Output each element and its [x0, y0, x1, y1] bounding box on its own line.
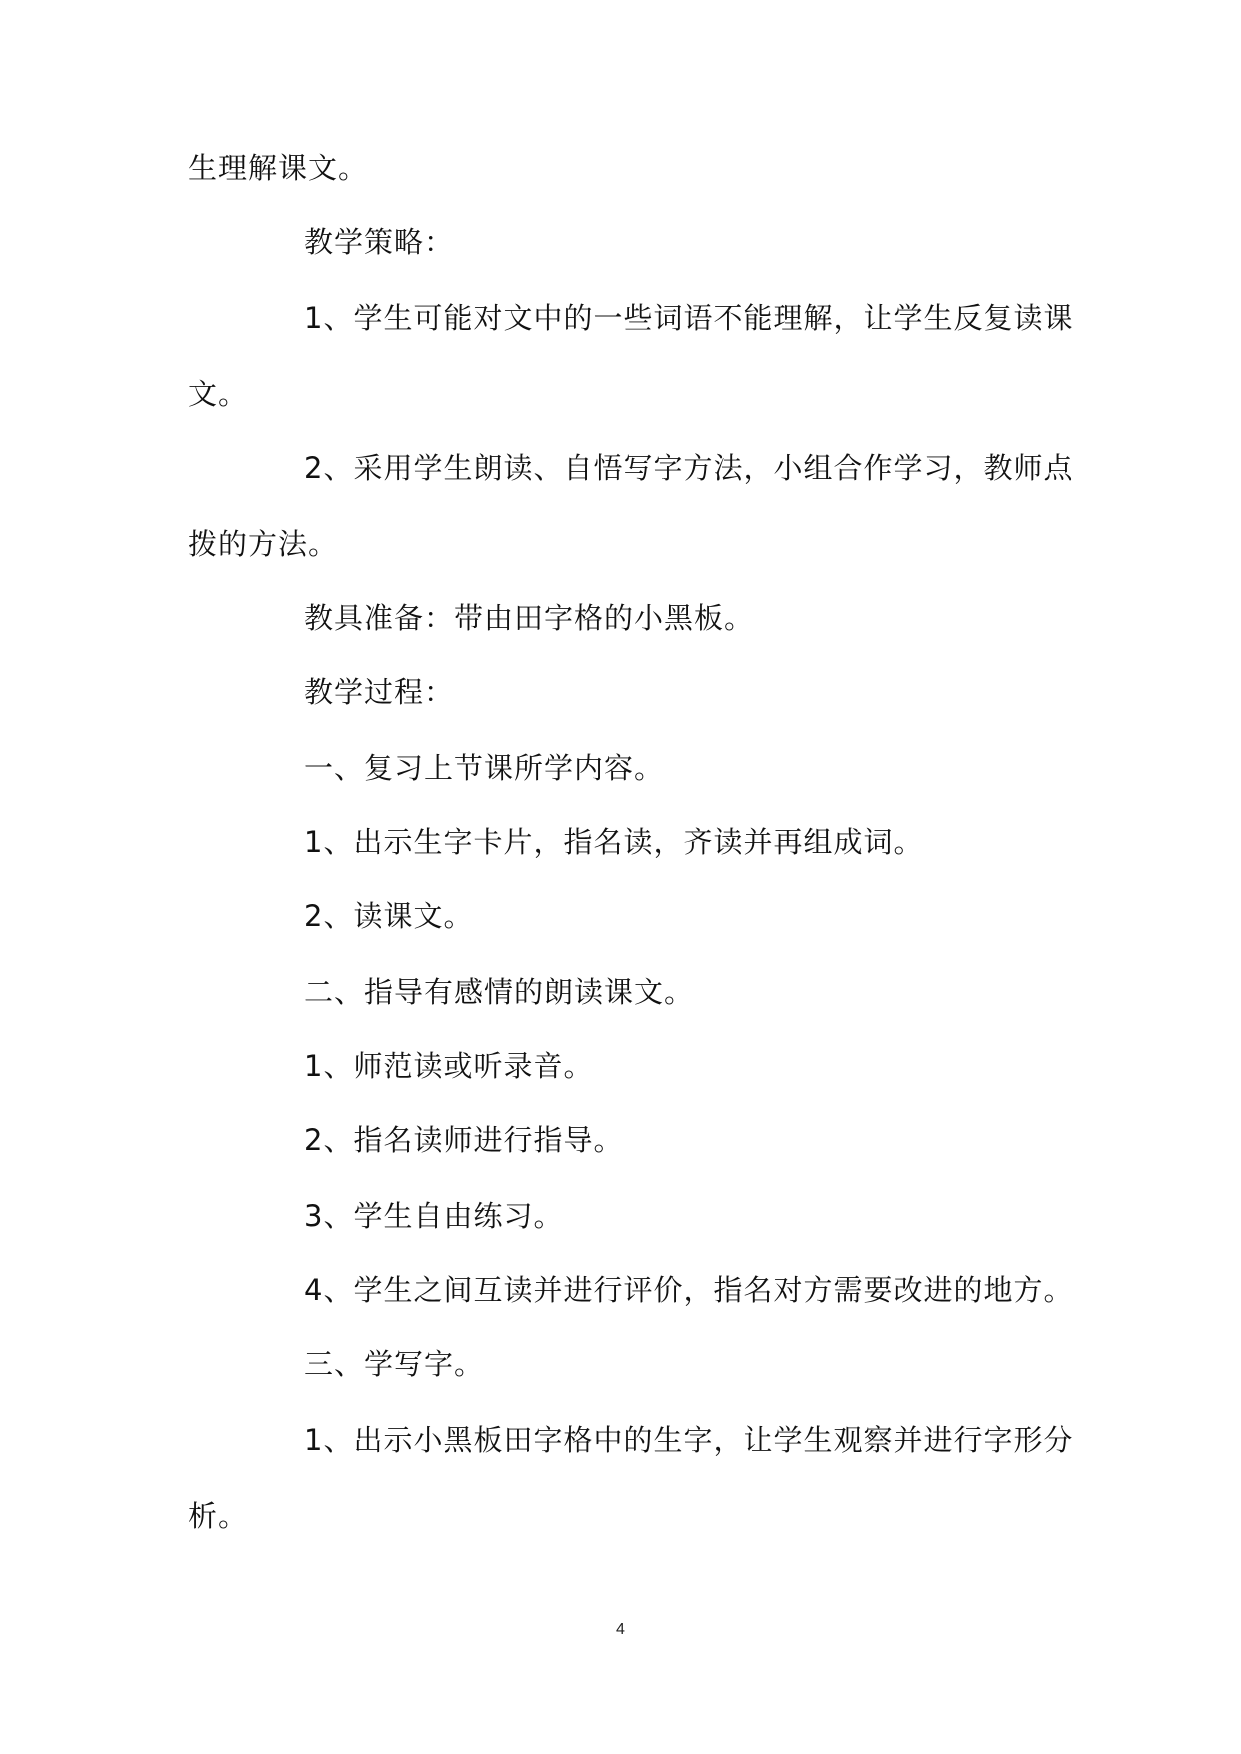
- section-heading: 教学策略：: [304, 225, 455, 259]
- strategy-item-1-wrap: 文。: [188, 377, 249, 411]
- step-item-wrap: 析。: [188, 1499, 249, 1533]
- paragraph-continuation: 生理解课文。: [188, 151, 369, 185]
- section-heading: 教学过程：: [304, 675, 455, 709]
- step-item: 2、读课文。: [304, 899, 474, 933]
- step-item: 1、出示生字卡片，指名读，齐读并再组成词。: [304, 825, 924, 859]
- step-heading-1: 一、复习上节课所学内容。: [304, 751, 665, 785]
- step-item: 1、出示小黑板田字格中的生字，让学生观察并进行字形分: [304, 1423, 1074, 1457]
- strategy-item-2-wrap: 拨的方法。: [188, 527, 339, 561]
- step-item: 4、学生之间互读并进行评价，指名对方需要改进的地方。: [304, 1273, 1074, 1307]
- step-heading-2: 二、指导有感情的朗读课文。: [304, 975, 695, 1009]
- step-heading-3: 三、学写字。: [304, 1347, 485, 1381]
- step-item: 3、学生自由练习。: [304, 1199, 564, 1233]
- teaching-aids: 教具准备：带由田字格的小黑板。: [304, 601, 755, 635]
- page-number: 4: [616, 1621, 625, 1638]
- step-item: 2、指名读师进行指导。: [304, 1123, 624, 1157]
- step-item: 1、师范读或听录音。: [304, 1049, 594, 1083]
- strategy-item-2: 2、采用学生朗读、自悟写字方法，小组合作学习，教师点: [304, 451, 1074, 485]
- strategy-item-1: 1、学生可能对文中的一些词语不能理解，让学生反复读课: [304, 301, 1074, 335]
